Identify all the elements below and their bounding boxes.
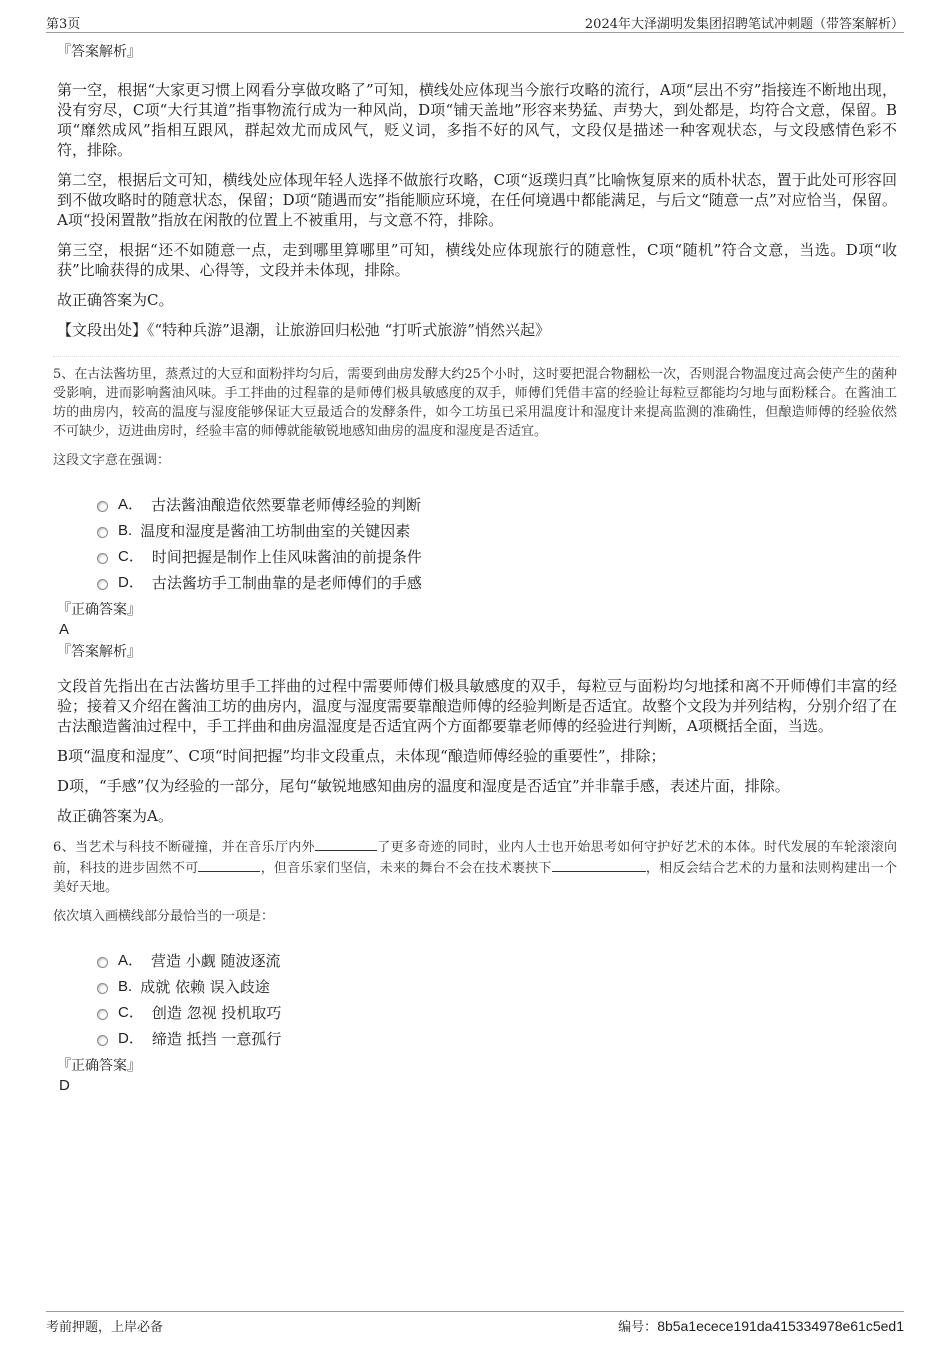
q6-stem-part-2: 了更多奇迹的同时，业内人士也开始思考如何守护好艺术的本体。时代发展的车轮滚滚向前，科技的进步固然不可 [53,840,897,876]
option-text: 古法酱坊手工制曲靠的是老师傅们的手感 [151,574,422,592]
radio-button[interactable] [97,579,108,590]
footer-slogan: 考前押题，上岸必备 [46,1320,164,1335]
option-text: 成就 依赖 误入歧途 [140,978,270,996]
radio-button[interactable] [97,983,108,994]
q5-answer-label: 『正确答案』 [57,602,141,618]
page-header [46,12,904,33]
page-footer [46,1311,904,1336]
option-key: A． [118,496,144,513]
option-text: 营造 小觑 随波逐流 [151,952,281,970]
q6-option-c[interactable] [97,1000,897,1026]
q6-stem-part-3: ，但音乐家们坚信，未来的舞台不会在技术裹挟下 [260,861,552,876]
option-text: 缔造 抵挡 一意孤行 [151,1030,282,1048]
q6-stem-part-1: 6、当艺术与科技不断碰撞，并在音乐厅内外 [53,840,315,855]
q4-analysis-para-3: 第三空，根据“还不如随意一点，走到哪里算哪里”可知，横线处应体现旅行的随意性，C项“随机”符合文意，当选。D项“收获”比喻获得的成果、心得等，文段并未体现，排除。 [57,241,897,279]
option-text: 温度和湿度是酱油工坊制曲室的关键因素 [140,522,411,540]
q5-answer: A [59,621,70,638]
radio-button[interactable] [97,553,108,564]
page-number: 第3页 [46,17,81,32]
option-key: D． [118,1030,144,1047]
q5-analysis-para-2: B项“温度和湿度”、C项“时间把握”均非文段重点，未体现“酿造师傅经验的重要性”，排除； [57,747,666,765]
fill-blank-2 [198,857,260,872]
q6-stem-part-4: ，相反会结合艺术的力量和法则构建出一个美好天地。 [53,861,897,895]
radio-button[interactable] [97,501,108,512]
q5-option-a[interactable] [97,492,897,518]
q6-stem [53,836,897,897]
q4-analysis-para-1: 第一空，根据“大家更习惯上网看分享做攻略了”可知，横线处应体现当今旅行攻略的流行，A项“层出不穷”指接连不断地出现，没有穷尽，C项“大行其道”指事物流行成为一种风尚，D项“铺天盖地”形容来势猛、声势大，到处都是，均符合文意，保留。B项“靡然成风”指相互跟风，群起效尤而成风气，贬义词，多指不好的风气，文段仅是描述一种客观状态，与文段感情色彩不符，排除。 [57,81,897,159]
q5-analysis-para-1: 文段首先指出在古法酱坊里手工拌曲的过程中需要师傅们极具敏感度的双手，每粒豆与面粉均匀地揉和离不开师傅们丰富的经验；接着又介绍在酱油工坊的曲房内，温度与湿度需要靠酿造师傅的经验判断是否适宜。故整个文段为并列结构，分别介绍了在古法酿造酱油过程中，手工拌曲和曲房温湿度是否适宜两个方面都要靠老师傅的经验进行判断，A项概括全面，当选。 [57,677,898,735]
radio-button[interactable] [97,527,108,538]
option-key: C． [118,548,144,565]
q5-option-b[interactable] [97,518,897,544]
option-key: B. [118,978,133,995]
q4-analysis-para-2: 第二空，根据后文可知，横线处应体现年轻人选择不做旅行攻略，C项“返璞归真”比喻恢复原来的质朴状态，置于此处可形容回到不做攻略时的随意状态，保留；D项“随遇而安”指能顺应环境，在任何境遇中都能满足，与后文“随意一点”对应恰当，保留。A项“投闲置散”指放在闲散的位置上不被重用，与文意不符，排除。 [57,171,897,229]
q6-prompt: 依次填入画横线部分最恰当的一项是： [53,909,275,924]
q6-option-a[interactable] [97,948,897,974]
q6-option-d[interactable] [97,1026,897,1052]
question-divider [53,356,901,357]
option-key: B. [118,522,133,539]
fill-blank-1 [315,836,377,851]
q4-source: 【文段出处】《“特种兵游”退潮，让旅游回归松弛 “打听式旅游”悄然兴起》 [57,321,550,339]
radio-button[interactable] [97,1009,108,1020]
q4-analysis-label: 『答案解析』 [57,44,141,60]
q6-options [97,948,897,1052]
q5-analysis-para-3: D项，“手感”仅为经验的一部分，尾句“敏锐地感知曲房的温度和湿度是否适宜”并非靠手感，表述片面，排除。 [57,777,790,795]
option-key: D． [118,574,144,591]
document-title: 2024年大泽湖明发集团招聘笔试冲刺题（带答案解析） [584,17,904,32]
code-value: 8b5a1ecece191da415334978e61c5ed1 [657,1318,904,1334]
q5-options [97,492,897,596]
radio-button[interactable] [97,1035,108,1046]
option-text: 古法酱油酿造依然要靠老师傅经验的判断 [151,496,422,514]
document-code [618,1316,904,1335]
q6-option-b[interactable] [97,974,897,1000]
q5-option-d[interactable] [97,570,897,596]
code-label: 编号： [618,1320,658,1335]
option-key: C． [118,1004,144,1021]
radio-button[interactable] [97,957,108,968]
q5-analysis-label: 『答案解析』 [57,644,141,660]
q4-conclusion: 故正确答案为C。 [57,291,174,309]
q5-conclusion: 故正确答案为A。 [57,807,173,825]
option-key: A． [118,952,144,969]
page-content [53,42,898,1098]
q5-option-c[interactable] [97,544,897,570]
option-text: 时间把握是制作上佳风味酱油的前提条件 [151,548,422,566]
q5-stem: 5、在古法酱坊里，蒸煮过的大豆和面粉拌均匀后，需要到曲房发酵大约25个小时，这时要把混合物翻松一次，否则混合物温度过高会使产生的菌种受影响，进而影响酱油风味。手工拌曲的过程靠的是师傅们极具敏感度的双手，师傅们凭借丰富的经验让每粒豆都能均匀地与面粉糅合。在酱油工坊的曲房内，较高的温度与湿度能够保证大豆最适合的发酵条件，如今工坊虽已采用温度计和湿度计来提高监测的准确性，但酿造师傅的经验依然不可缺少，迈进曲房时，经验丰富的师傅就能敏锐地感知曲房的温度和湿度是否适宜。 [53,367,897,439]
q5-prompt: 这段文字意在强调： [53,453,171,468]
q6-answer: D [59,1077,70,1094]
option-text: 创造 忽视 投机取巧 [151,1004,282,1022]
q6-answer-label: 『正确答案』 [57,1058,141,1074]
fill-blank-3 [552,857,646,872]
